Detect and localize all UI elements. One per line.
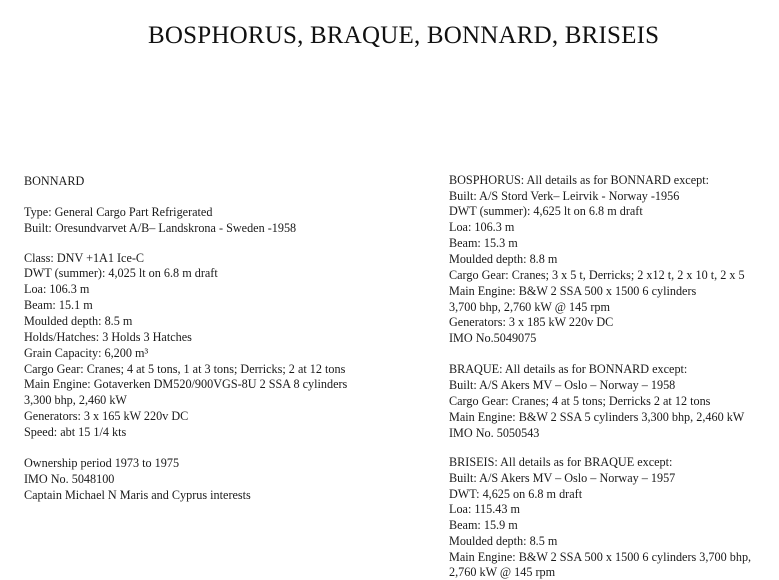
bonnard-cargo-gear: Cargo Gear: Cranes; 4 at 5 tons, 1 at 3 tons; Derricks; 2 at 12 tons (24, 362, 346, 376)
bonnard-heading: BONNARD (24, 174, 85, 188)
bonnard-speed: Speed: abt 15 1/4 kts (24, 425, 127, 439)
bonnard-grain-capacity: Grain Capacity: 6,200 m³ (24, 346, 149, 360)
briseis-power: 2,760 kW @ 145 rpm (449, 565, 556, 579)
briseis-beam: Beam: 15.9 m (449, 518, 518, 532)
briseis-main-engine: Main Engine: B&W 2 SSA 500 x 1500 6 cylinders 3,700 bhp, (449, 550, 752, 564)
bosphorus-dwt: DWT (summer): 4,625 lt on 6.8 m draft (449, 204, 643, 218)
briseis-dwt: DWT: 4,625 on 6.8 m draft (449, 487, 583, 501)
bonnard-main-engine: Main Engine: Gotaverken DM520/900VGS-8U 2 SSA 8 cylinders (24, 377, 348, 391)
bosphorus-power: 3,700 bhp, 2,760 kW @ 145 rpm (449, 300, 610, 314)
bonnard-loa: Loa: 106.3 m (24, 282, 90, 296)
bonnard-holds: Holds/Hatches: 3 Holds 3 Hatches (24, 330, 192, 344)
briseis-moulded-depth: Moulded depth: 8.5 m (449, 534, 558, 548)
bonnard-beam: Beam: 15.1 m (24, 298, 93, 312)
bonnard-ownership: Ownership period 1973 to 1975 (24, 456, 180, 470)
bosphorus-moulded-depth: Moulded depth: 8.8 m (449, 252, 558, 266)
page-title: BOSPHORUS, BRAQUE, BONNARD, BRISEIS (148, 22, 660, 49)
braque-built: Built: A/S Akers MV – Oslo – Norway – 1958 (449, 378, 676, 392)
bonnard-power: 3,300 bhp, 2,460 kW (24, 393, 127, 407)
briseis-built: Built: A/S Akers MV – Oslo – Norway – 1957 (449, 471, 676, 485)
braque-main-engine: Main Engine: B&W 2 SSA 5 cylinders 3,300 bhp, 2,460 kW (449, 410, 745, 424)
braque-imo: IMO No. 5050543 (449, 426, 540, 440)
bosphorus-beam: Beam: 15.3 m (449, 236, 518, 250)
bonnard-imo: IMO No. 5048100 (24, 472, 115, 486)
bosphorus-cargo-gear: Cargo Gear: Cranes; 3 x 5 t, Derricks; 2 x12 t, 2 x 10 t, 2 x 5 (449, 268, 745, 282)
bosphorus-built: Built: A/S Stord Verk– Leirvik - Norway -1956 (449, 189, 680, 203)
bonnard-type: Type: General Cargo Part Refrigerated (24, 205, 213, 219)
braque-cargo-gear: Cargo Gear: Cranes; 4 at 5 tons; Derricks 2 at 12 tons (449, 394, 711, 408)
bosphorus-generators: Generators: 3 x 185 kW 220v DC (449, 315, 614, 329)
bosphorus-imo: IMO No.5049075 (449, 331, 537, 345)
bosphorus-main-engine: Main Engine: B&W 2 SSA 500 x 1500 6 cylinders (449, 284, 697, 298)
bonnard-generators: Generators: 3 x 165 kW 220v DC (24, 409, 189, 423)
bonnard-class: Class: DNV +1A1 Ice-C (24, 251, 145, 265)
bonnard-owner: Captain Michael N Maris and Cyprus interests (24, 488, 251, 502)
bonnard-moulded-depth: Moulded depth: 8.5 m (24, 314, 133, 328)
bosphorus-loa: Loa: 106.3 m (449, 220, 515, 234)
briseis-loa: Loa: 115.43 m (449, 502, 520, 516)
braque-heading: BRAQUE: All details as for BONNARD except: (449, 362, 688, 376)
bonnard-dwt: DWT (summer): 4,025 lt on 6.8 m draft (24, 266, 218, 280)
bosphorus-heading: BOSPHORUS: All details as for BONNARD except: (449, 173, 709, 187)
briseis-heading: BRISEIS: All details as for BRAQUE except: (449, 455, 673, 469)
bonnard-built: Built: Oresundvarvet A/B– Landskrona - Sweden -1958 (24, 221, 297, 235)
